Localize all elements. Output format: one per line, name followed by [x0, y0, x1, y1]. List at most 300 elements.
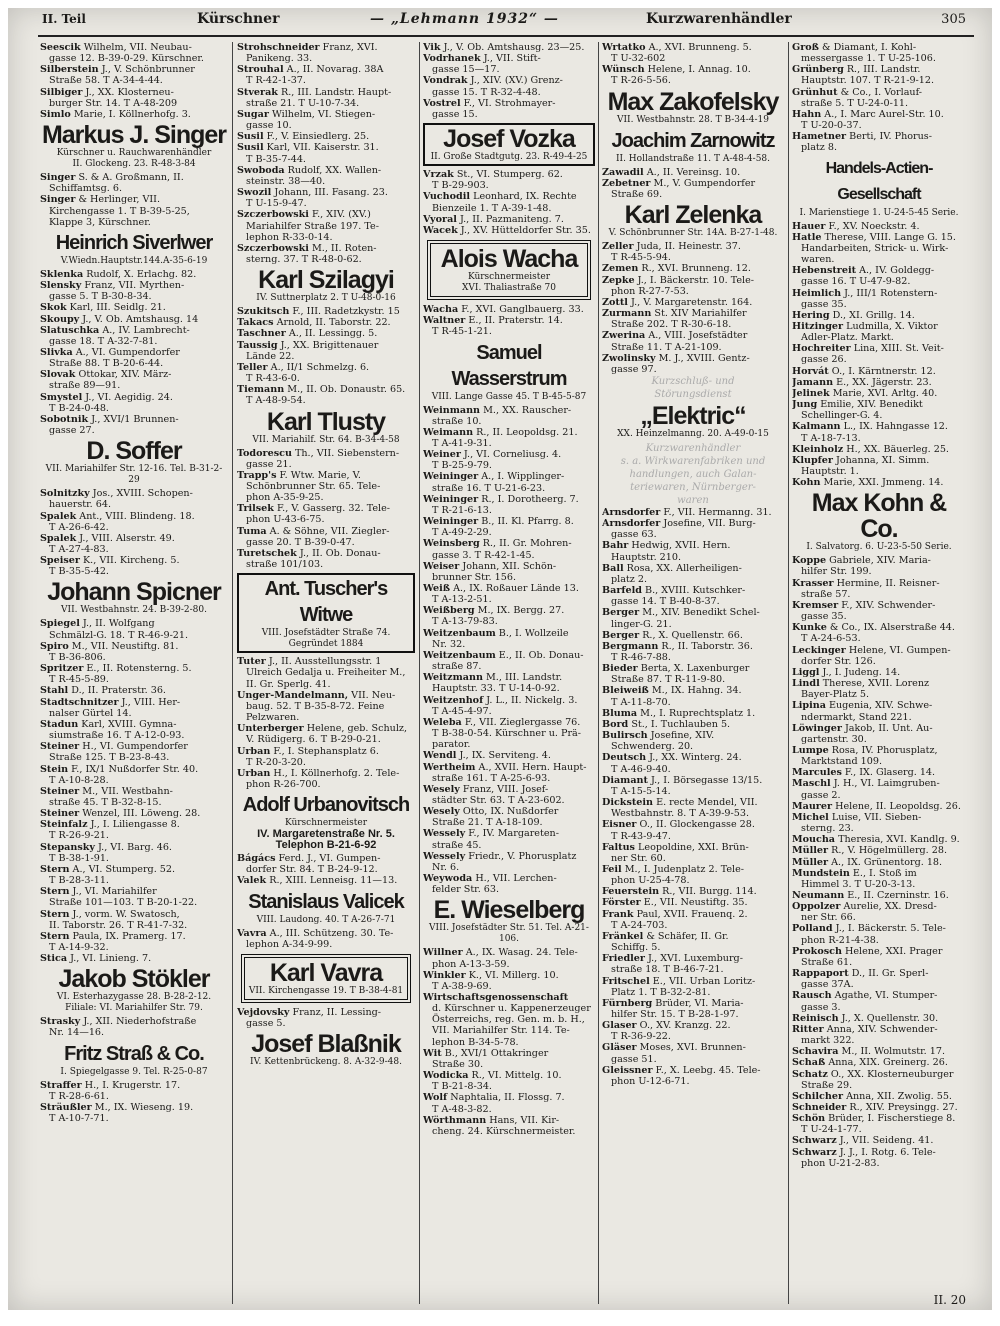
directory-entry: Glaser O., XV. Kranzg. 22. T R-36-9-22. — [602, 1020, 731, 1043]
directory-entry: Vuchodil Leonhard, IX. Rechte Bienzeile 1. T A-39-1-48. — [423, 191, 577, 214]
directory-entry: Deutsch J., XX. Winterg. 24. T A-46-9-40. — [602, 752, 742, 775]
advertiser-name: D. Soffer — [86, 437, 182, 466]
directory-entry: Koppe Gabriele, XIV. Maria- hilfer Str. 199. — [792, 555, 931, 578]
display-advertisement — [40, 579, 228, 616]
directory-entry: Müller A., IX. Grünentorg. 18. — [792, 856, 943, 868]
directory-entry: Jelinek Marie, XVI. Arltg. 40. — [792, 387, 938, 399]
column-5 — [792, 42, 966, 1306]
directory-entry: Stern A., VI. Stumperg. 52. T B-28-3-11. — [40, 863, 176, 887]
directory-entry: Weywoda H., VII. Lerchen- felder Str. 63. — [423, 873, 557, 896]
directory-entry: Wessely Friedr., V. Phorusplatz Nr. 6. — [423, 850, 577, 873]
directory-entry: Kohn Marie, XXI. Jmmeng. 14. — [792, 477, 944, 489]
directory-entry: Mundstein E., I. Stoß im Himmel 3. T U-20-3-13. — [792, 867, 917, 890]
directory-entry: Feil M., I. Judenplatz 2. Tele- phon U-25-4-78. — [602, 863, 745, 887]
directory-entry: Friedler J., XVI. Luxemburg- straße 18. T B-46-7-21. — [602, 953, 743, 976]
directory-entry: Wörthmann Hans, VII. Kir- cheng. 24. Kürschnermeister. — [423, 1114, 576, 1137]
directory-entry: Willner A., IX. Wasag. 24. Tele- phon A-13-3-59. — [423, 947, 578, 970]
directory-entry: Vrzak St., VI. Stumperg. 62. T B-29-903. — [423, 169, 563, 192]
directory-entry: Susil F., V. Einsiedlerg. 25. — [237, 131, 370, 143]
directory-entry: Weißberg M., IX. Bergg. 27. T A-13-79-83. — [423, 605, 565, 628]
advertiser-name: Samuel Wasserstrum — [451, 341, 567, 390]
advertiser-details: I. Marienstiege 1. U-24-5-45 Serie. — [799, 207, 959, 218]
display-advertisement — [40, 966, 228, 1014]
directory-entry: Steiner Wenzel, III. Löweng. 28. — [40, 808, 201, 820]
advertiser-details: Kürschner u. Rauchwarenhändler — [56, 148, 212, 159]
directory-entry: Sklenka Rudolf, X. Erlachg. 82. — [40, 268, 197, 280]
directory-entry: Barfeld B., XVIII. Kutschker- gasse 14. T B-40-8-37. — [602, 585, 746, 608]
directory-entry: Moucha Theresia, XVI. Kandlg. 9. — [792, 834, 960, 846]
directory-entry: Stein F., IX/1 Nußdorfer Str. 40. T A-10-8-28. — [40, 763, 199, 786]
directory-entry: Stverak R., III. Landstr. Haupt- straße 21. T U-10-7-34. — [237, 86, 392, 109]
directory-entry: Leckinger Helene, VI. Gumpen- dorfer Str. 126. — [792, 644, 951, 667]
directory-entry: Sobotnik J., XVI/1 Brunnen- gasse 27. — [40, 413, 179, 437]
directory-entry: Taussig J., XX. Brigittenauer Lände 22. — [237, 339, 379, 362]
page-footer: II. 20 — [933, 1292, 966, 1307]
directory-entry: Wertheim A., XVII. Hern. Haupt- straße 161. T A-25-6-93. — [423, 761, 587, 784]
advertiser-details: XVI. Thaliastraße 70 — [461, 283, 557, 294]
faint-line: Kurzwarenhändler — [645, 442, 741, 454]
directory-entry: Steinfalz J., I. Liliengasse 8. T R-26-9-21. — [40, 819, 180, 842]
directory-entry: Swoboda Rudolf, XX. Wallen- steinstr. 38—40. — [237, 164, 382, 187]
directory-entry: Unterberger Helene, geb. Schulz, V. Rüdigerg. 6. T B-29-0-21. — [237, 723, 408, 746]
directory-entry: Förster E., VII. Neustiftg. 35. — [602, 897, 748, 909]
directory-entry: Todorescu Th., VII. Siebenstern- gasse 21. — [237, 447, 400, 470]
directory-entry: Bergmann R., II. Taborstr. 36. T R-46-7-88. — [602, 640, 753, 663]
advertiser-name: E. Wieselberg — [433, 896, 585, 925]
directory-entry: Taschner A., II. Lessingg. 5. — [237, 328, 378, 340]
directory-entry: Smystel J., VI. Aegidig. 24. T B-24-0-48. — [40, 391, 173, 414]
directory-entry: Berger R., X. Quellenstr. 66. — [602, 629, 743, 641]
directory-entry: Prokosch Helene, XXI. Prager Straße 61. — [792, 945, 943, 968]
directory-entry: Wessely F., IV. Margareten- straße 45. — [423, 828, 559, 851]
directory-entry: Swozil Johann, III. Fasang. 23. T U-15-9-47. — [237, 187, 388, 210]
directory-entry: Schavira M., II. Wolmutstr. 17. — [792, 1046, 946, 1058]
advertiser-name: Karl Tlusty — [266, 407, 386, 436]
faint-line: handlungen, auch Galan- — [629, 468, 757, 480]
advertiser-name: Karl Zelenka — [624, 201, 762, 230]
display-advertisement — [237, 889, 415, 926]
directory-entry: Skoupy J., V. Ob. Amtshausg. 14 — [40, 313, 199, 325]
directory-entry: Urban H., I. Köllnerhofg. 2. Tele- phon R-26-700. — [237, 767, 400, 790]
directory-entry: Hitzinger Ludmilla, X. Viktor Adler-Platz. Markt. — [792, 320, 938, 344]
directory-entry: Weitzenbaum E., II. Ob. Donau- straße 87. — [423, 649, 584, 673]
directory-entry: Schneider R., XIV. Preysingg. 27. — [792, 1101, 958, 1113]
directory-entry: Weininger B., II. Kl. Pfarrg. 8. T A-49-2-29. — [423, 516, 574, 539]
directory-entry: Valek R., XIII. Lenneisg. 11—13. — [237, 875, 398, 887]
directory-entry: Groß & Diamant, I. Kohl- messergasse 1. T U-25-106. — [792, 42, 936, 65]
directory-entry: Spalek Ant., VIII. Blindeng. 18. T A-26-6-42. — [40, 510, 195, 533]
directory-entry: Stica J., VI. Linieng. 7. — [40, 953, 152, 965]
display-advertisement — [602, 403, 784, 440]
directory-entry: Wirtschaftsgenossenschaft d. Kürschner u. Kappenerzeuger Österreichs, reg. Gen. m. b. H., VII. Mariahilfer Str. 114. Te- lephon B-34-5-78. — [423, 992, 591, 1048]
advertiser-name: Handels-Actien-Gesellschaft — [825, 159, 933, 203]
advertiser-name: Heinrich Siverlwer — [55, 231, 213, 254]
directory-entry: Michel Luise, VII. Sieben- sterng. 23. — [792, 811, 922, 835]
directory-entry: Silberstein J., V. Schönbrunner Straße 58. T A-34-4-44. — [40, 64, 195, 87]
directory-entry: Hochreiter Lina, XIII. St. Veit- gasse 26. — [792, 343, 944, 366]
directory-entry: Zurmann St. XIV Mariahilfer Straße 202. T R-30-6-18. — [602, 308, 747, 331]
directory-entry: Stadtschnitzer J., VIII. Her- nalser Gürtel 14. — [40, 696, 181, 719]
page-number: 305 — [941, 12, 966, 27]
directory-entry: Silbiger J., XX. Klosterneu- burger Str. 14. T A-48-209 — [40, 86, 178, 109]
advertiser-name: Markus J. Singer — [41, 121, 227, 150]
directory-entry: Strohschneider Franz, XVI. Panikeng. 33. — [237, 42, 378, 65]
display-advertisement — [602, 202, 784, 239]
directory-entry: Straffer H., I. Krugerstr. 17. T R-28-6-61. — [40, 1079, 181, 1102]
directory-entry: Strouhal A., II. Novarag. 38A T R-42-1-37. — [237, 64, 384, 87]
display-advertisement — [241, 954, 411, 1003]
display-advertisement — [237, 409, 415, 446]
advertiser-details: Kürschnermeister — [467, 272, 551, 283]
directory-entry: Simlo Marie, I. Köllnerhofg. 3. — [40, 108, 191, 120]
directory-entry: Weinmann M., XX. Rauscher- straße 10. — [423, 404, 572, 427]
directory-entry: Neumann E., II. Czerninstr. 16. — [792, 890, 949, 901]
directory-entry: Singer S. & A. Großmann, II. Schiffamtsg. 6. — [40, 172, 184, 195]
directory-entry: Weitzenbaum B., I. Wollzeile Nr. 32. — [423, 627, 569, 650]
directory-entry: Teller A., II/1 Schmelzg. 6. T R-43-6-0. — [237, 361, 370, 385]
directory-entry: Klupfer Johanna, XI. Simm. Hauptstr. 1. — [792, 454, 930, 477]
header-category: Kürschner — [197, 11, 280, 27]
directory-entry: Szczerbowski F., XIV. (XV.) Mariahilfer Straße 197. Te- lephon R-33-0-14. — [237, 209, 379, 243]
directory-entry: Stern J., VI. Mariahilfer Straße 101—103. T B-20-1-22. — [40, 886, 198, 909]
column-3 — [423, 42, 595, 1306]
directory-entry: Vavra A., III. Schützeng. 30. Te- lephon A-34-9-99. — [237, 927, 394, 950]
display-advertisement — [423, 340, 595, 403]
directory-entry: Urban F., I. Stephansplatz 6. T R-20-3-20. — [237, 745, 379, 768]
directory-entry: Zottl J., V. Margaretenstr. 164. — [602, 296, 753, 308]
advertiser-name: Karl Szilagyi — [258, 266, 394, 295]
directory-entry: Jamann E., XX. Jägerstr. 23. — [792, 376, 932, 388]
directory-entry: Hametner Berti, IV. Phorus- platz 8. — [792, 131, 932, 154]
directory-entry: Weininger R., I. Dorotheerg. 7. T R-21-6-13. — [423, 493, 579, 516]
directory-entry: Slivka A., VI. Gumpendorfer Straße 88. T B-20-6-44. — [40, 346, 180, 370]
directory-entry: Kalmann L., IX. Hahngasse 12. T A-18-7-13. — [792, 421, 948, 444]
directory-entry: Berger M., XIV. Benedikt Schel- linger-G. 21. — [602, 607, 760, 630]
directory-entry: Grünberg R., III. Landstr. Hauptstr. 107. T R-21-9-12. — [792, 64, 935, 87]
advertiser-details: VII. Mariahilf. Str. 64. B-34-4-58 — [252, 434, 400, 445]
display-advertisement — [423, 897, 595, 945]
directory-entry: Weiser Johann, XII. Schön- brunner Str. 156. — [423, 560, 557, 583]
directory-entry: Sträußler M., IX. Wieseng. 19. T A-10-7-71. — [40, 1101, 194, 1125]
directory-entry: Wit B., XVI/1 Ottakringer Straße 30. — [423, 1047, 549, 1070]
directory-entry: Szczerbowski M., II. Roten- sterng. 37. T R-48-0-62. — [237, 242, 377, 265]
display-advertisement — [792, 490, 966, 553]
advertiser-name: Max Zakofelsky — [607, 87, 779, 116]
directory-entry: Waltner E., II. Praterstr. 14. T R-45-1-21. — [423, 315, 563, 338]
header-rule — [38, 35, 974, 37]
advertiser-name: „Elektric“ — [640, 401, 746, 430]
directory-entry: Weleba F., VII. Zieglergasse 76. T B-38-0-54. Kürschner u. Prä- parator. — [423, 716, 581, 751]
directory-entry: Stern Paula, IX. Pramerg. 17. T A-14-9-32. — [40, 930, 186, 953]
directory-entry: Schatz O., XX. Klosterneuburger Straße 29. — [792, 1068, 954, 1091]
directory-entry: Vondrak J., XIV. (XV.) Grenz- gasse 15. T R-32-4-48. — [423, 75, 563, 98]
directory-entry: Speiser K., VII. Kircheng. 5. T B-35-5-42. — [40, 555, 180, 578]
directory-entry: Vodrhanek J., VII. Stift- gasse 15—17. — [423, 53, 541, 76]
advertiser-details: VIII. Laudong. 40. T A-26-7-71 — [256, 914, 396, 925]
advertiser-details: Gegründet 1884 — [288, 639, 364, 650]
advertiser-details: II. Glockeng. 23. R-48-3-84 — [72, 159, 196, 170]
directory-entry: Fritschel E., VII. Urban Loritz- Platz 1. T B-32-2-81. — [602, 975, 756, 998]
display-advertisement — [40, 1041, 228, 1078]
advertiser-details: I. Spiegelgasse 9. Tel. R-25-0-87 — [60, 1066, 208, 1077]
directory-entry: Trapp's F. Wtw. Marie, V. Schönbrunner Str. 65. Tele- phon A-35-9-25. — [237, 469, 381, 504]
directory-entry: Tuter J., II. Ausstellungsstr. 1 Ulreich Gedalja u. Freiheiter M., II. Gr. Sperlg. 41. — [237, 656, 406, 690]
directory-entry: Maschl J. H., VI. Laimgruben- gasse 2. — [792, 778, 940, 801]
directory-entry: Hauer F., XV. Noeckstr. 4. — [792, 220, 920, 232]
directory-entry: Schilcher Anna, XII. Zwolig. 55. — [792, 1090, 952, 1102]
directory-entry: Diamant J., I. Börsegasse 13/15. T A-15-5-14. — [602, 774, 763, 797]
directory-entry: Bluma M., I. Ruprechtsplatz 1. — [602, 707, 756, 719]
directory-entry: Eisner O., II. Glockengasse 28. T R-43-9-47. — [602, 819, 755, 842]
advertiser-details: VI. Esterhazygasse 28. B-28-2-12. — [56, 992, 212, 1003]
directory-entry: Oppolzer Aurelie, XX. Dresd- ner Str. 66. — [792, 901, 937, 924]
header-next-category: Kurzwarenhändler — [646, 11, 792, 27]
directory-entry: Horvát O., I. Kärntnerstr. 12. — [792, 365, 936, 377]
directory-entry: Wolf Naphtalia, II. Flossg. 7. T A-48-3-82. — [423, 1092, 565, 1115]
advertiser-details: Filiale: VI. Mariahilfer Str. 79. — [65, 1003, 203, 1014]
directory-entry: Schön Brüder, I. Fischerstiege 8. T U-24-1-77. — [792, 1113, 956, 1136]
directory-entry: Weitzmann M., III. Landstr. Hauptstr. 33. T U-14-0-92. — [423, 672, 563, 695]
display-advertisement — [40, 230, 228, 267]
display-advertisement — [423, 123, 595, 166]
display-advertisement — [427, 240, 591, 300]
advertiser-name: Ant. Tuscher's Witwe — [264, 578, 388, 627]
directory-entry: Bieder Berta, X. Laxenburger Straße 87. T R-11-9-80. — [602, 663, 750, 686]
advertiser-details: IV. Margaretenstraße Nr. 5. — [257, 828, 395, 841]
advertiser-name: Joachim Zarnowitz — [611, 129, 775, 152]
directory-entry: Stadun Karl, XVIII. Gymna- siumstraße 16. T A-12-0-93. — [40, 718, 185, 742]
advertiser-name: Max Kohn & Co. — [811, 489, 947, 544]
directory-entry: Zemen R., XVI. Brunneng. 12. — [602, 263, 751, 275]
directory-entry: Schwarz J., VII. Seideng. 41. — [792, 1135, 934, 1147]
directory-entry: Frank Paul, XVII. Frauenq. 2. T A-24-703. — [602, 908, 748, 931]
directory-entry: Steiner H., VI. Gumpendorfer Straße 125. T B-23-8-43. — [40, 741, 188, 764]
directory-entry: Lumpe Rosa, IV. Phorusplatz, Marktstand 109. — [792, 744, 938, 768]
directory-entry: Tuma A. & Söhne, VII. Ziegler- gasse 20. T B-39-0-47. — [237, 525, 390, 548]
directory-entry: Bulirsch Josefine, XIV. Schwenderg. 20. — [602, 730, 715, 753]
directory-entry: Spalek J., VIII. Alserstr. 49. T A-27-4-83. — [40, 532, 175, 555]
section-heading-faint — [602, 375, 784, 401]
advertiser-details: VIII. Josefstädter Straße 74. — [261, 628, 391, 639]
directory-entry: Rappaport D., II. Gr. Sperl- gasse 37A. — [792, 968, 929, 991]
directory-entry: Singer & Herlinger, VII. Kirchengasse 1. T B-39-5-25, Klappe 3, Kürschner. — [40, 194, 190, 228]
column-divider — [598, 42, 599, 1304]
directory-entry: Takacs Arnold, II. Taborstr. 22. — [237, 317, 391, 329]
directory-entry: Heimlich J., III/1 Rotenstern- gasse 35. — [792, 287, 938, 310]
directory-entry: Grünhut & Co., I. Vorlauf- straße 5. T U-24-0-11. — [792, 86, 923, 109]
directory-entry: Bleiweiß M., IX. Hahng. 34. T A-11-8-70. — [602, 685, 742, 708]
advertiser-details: V. Schönbrunner Str. 14A. B-27-1-48. — [608, 228, 778, 239]
advertiser-name: Josef Blaßnik — [251, 1030, 401, 1059]
directory-entry: Rausch Agathe, VI. Stumper- gasse 3. — [792, 990, 938, 1013]
directory-entry: Unger-Mandelmann, VII. Neu- baug. 52. T B-35-8-72. Feine Pelzwaren. — [237, 689, 396, 724]
column-divider — [419, 42, 420, 1304]
faint-line: Kurzschluß- und — [651, 375, 735, 387]
advertiser-details: VIII. Lange Gasse 45. T B-45-5-87 — [431, 391, 587, 402]
directory-entry: Löwinger Jakob, II. Unt. Au- gartenstr. 30. — [792, 722, 933, 745]
display-advertisement — [602, 89, 784, 126]
directory-entry: Polland J., I. Bäckerstr. 5. Tele- phon R-21-4-38. — [792, 923, 946, 946]
directory-entry: Fränkel & Schäfer, II. Gr. Schiffg. 5. — [602, 930, 729, 954]
column-divider — [232, 42, 233, 1304]
advertiser-details: V.Wiedn.Hauptstr.144.A-35-6-19 — [60, 255, 208, 266]
directory-entry: Liggl J., I. Judeng. 14. — [792, 666, 901, 678]
directory-entry: Hering D., XI. Grillg. 14. — [792, 309, 915, 321]
directory-entry: Spiegel J., II. Wolfgang Schmälzl-G. 18. T R-46-9-21. — [40, 618, 189, 641]
advertiser-name: Alois Wacha — [440, 245, 578, 274]
faint-line: s. a. Wirkwarenfabriken und — [620, 455, 766, 467]
directory-entry: Vostrel F., VI. Strohmayer- gasse 15. — [423, 97, 556, 120]
directory-entry: Wrtatko A., XVI. Brunneng. 5. T U-32-602 — [602, 42, 752, 65]
directory-entry: Dickstein E. recte Mendel, VII. Westbahnstr. 8. T A-39-9-53. — [602, 797, 758, 820]
faint-line: waren — [677, 494, 709, 506]
directory-entry: Bord St., I. Tuchlauben 5. — [602, 718, 731, 730]
advertiser-details: VII. Kirchengasse 19. T B-38-4-81 — [248, 985, 404, 996]
display-advertisement — [237, 573, 415, 653]
column-divider — [788, 42, 789, 1304]
directory-entry: Lindl Therese, XVII. Lorenz Bayer-Platz 5. — [792, 678, 930, 701]
directory-entry: Skok Karl, III. Seidlg. 21. — [40, 302, 166, 314]
directory-entry: Wünsch Helene, I. Annag. 10. T R-26-5-56. — [602, 64, 751, 87]
display-advertisement — [602, 128, 784, 165]
advertiser-name: Adolf Urbanovitsch — [242, 794, 410, 817]
directory-entry: Tiemann M., II. Ob. Donaustr. 65. T A-48-9-54. — [237, 384, 406, 407]
directory-entry: Arnsdorfer F., VII. Hermanng. 31. — [602, 506, 772, 518]
advertiser-details: I. Salvatorg. 6. U-23-5-50 Serie. — [806, 542, 952, 553]
directory-entry: Wodicka R., VI. Mittelg. 10. T B-21-8-34. — [423, 1070, 562, 1093]
directory-entry: Fürnberg Brüder, VI. Maria- hilfer Str. 15. T B-28-1-97. — [602, 997, 744, 1020]
display-advertisement — [40, 122, 228, 170]
directory-entry: Kunke & Co., IX. Alserstraße 44. T A-24-6-53. — [792, 622, 955, 645]
advertiser-name: Fritz Straß & Co. — [64, 1042, 204, 1065]
directory-entry: Spritzer E., II. Rotensterng. 5. T R-45-5-89. — [40, 663, 192, 686]
advertiser-details: II. Große Stadtgutg. 23. R-49-4-25 — [430, 152, 588, 163]
directory-entry: Zepke J., I. Bäckerstr. 10. Tele- phon R-27-7-53. — [602, 274, 755, 297]
directory-entry: Wacha F., XVI. Ganglbauerg. 33. — [423, 304, 584, 316]
directory-entry: Trilsek F., V. Gasserg. 32. Tele- phon U-43-6-75. — [237, 503, 391, 526]
advertiser-details: XX. Heinzelmanng. 20. A-49-0-15 — [617, 428, 769, 439]
directory-entry: Susil Karl, VII. Kaiserstr. 31. T B-35-7-44. — [237, 142, 379, 165]
directory-entry: Stern J., vorm. W. Swatosch, II. Taborstr. 26. T R-41-7-32. — [40, 908, 188, 931]
directory-entry: Zwolinsky M. J., XVIII. Gentz- gasse 97. — [602, 352, 750, 375]
display-advertisement — [792, 156, 966, 219]
directory-entry: Bahr Hedwig, XVII. Hern. Hauptstr. 210. — [602, 540, 731, 563]
directory-entry: Weiß A., IX. Roßauer Lände 13. T A-13-2-51. — [423, 583, 579, 606]
page-header — [42, 11, 966, 32]
directory-entry: Szukitsch F., III. Radetzkystr. 15 — [237, 306, 400, 318]
directory-entry: Vejdovsky Franz, II. Lessing- gasse 5. — [237, 1006, 382, 1030]
advertiser-name: Karl Vavra — [269, 958, 383, 987]
advertiser-details: IV. Kettenbrückeng. 8. A-32-9-48. — [250, 1057, 402, 1068]
directory-entry: Weininger A., I. Wipplinger- straße 16. T U-21-6-23. — [423, 471, 565, 494]
directory-entry: Gleissner F., X. Leebg. 45. Tele- phon U-12-6-71. — [602, 1064, 761, 1087]
directory-entry: Weimann R., II. Leopoldsg. 21. T A-41-9-31. — [423, 426, 578, 449]
advertiser-details: VII. Westbahnstr. 24. B-39-2-80. — [61, 605, 207, 616]
directory-entry: Weinsberg R., II. Gr. Mohren- gasse 3. T R-42-1-45. — [423, 538, 572, 561]
advertiser-name: Josef Vozka — [443, 125, 575, 154]
directory-entry: Stahl D., II. Praterstr. 36. — [40, 685, 166, 697]
directory-entry: Wacek J., XV. Hütteldorfer Str. 35. — [423, 224, 591, 236]
directory-page — [8, 8, 992, 1310]
advertiser-details: IV. Suttnerplatz 2. T U-48-0-16 — [256, 293, 396, 304]
directory-entry: Steiner M., VII. Westbahn- straße 45. T B-32-8-15. — [40, 785, 173, 808]
directory-entry: Zwerina A., VIII. Josefstädter Straße 11. T A-21-109. — [602, 330, 748, 353]
advertiser-details: II. Hollandstraße 11. T A-48-4-58. — [615, 153, 771, 164]
directory-entry: Vik J., V. Ob. Amtshausg. 23—25. — [423, 42, 585, 53]
directory-entry: Schwarz J. J., I. Rotg. 6. Tele- phon U-21-2-83. — [792, 1146, 936, 1169]
directory-entry: Zawadil A., II. Vereinsg. 10. — [602, 166, 741, 178]
header-section: II. Teil — [42, 12, 86, 26]
directory-entry: Weitzenhof J. L., II. Nickelg. 3. T A-45-4-97. — [423, 694, 578, 717]
directory-entry: Reinisch J., X. Quellenstr. 30. — [792, 1012, 939, 1024]
directory-entry: Krasser Hermine, II. Reisner- straße 57. — [792, 577, 940, 600]
directory-entry: Spiro M., VII. Neustiftg. 81. T B-36-806. — [40, 640, 179, 663]
directory-entry: Solnitzky Jos., XVIII. Schopen- hauerstr. 64. — [40, 488, 193, 511]
faint-line: Störungsdienst — [654, 388, 732, 400]
directory-entry: Marcules F., IX. Glaserg. 14. — [792, 767, 936, 779]
directory-entry: Feuerstein R., VII. Burgg. 114. — [602, 886, 757, 898]
directory-entry: Maurer Helene, II. Leopoldsg. 26. — [792, 800, 961, 812]
directory-entry: Kleinholz H., XX. Bäuerleg. 25. — [792, 443, 949, 455]
directory-entry: Lipina Eugenia, XIV. Schwe- ndermarkt, Stand 221. — [792, 700, 933, 723]
header-book-title: — „Lehmann 1932“ — — [370, 11, 559, 27]
display-advertisement — [237, 792, 415, 851]
faint-line: teriewaren, Nürnberger- — [630, 481, 756, 493]
directory-entry: Ritter Anna, XIV. Schwender- markt 322. — [792, 1023, 938, 1047]
advertiser-details: VII. Westbahnstr. 28. T B-34-4-19 — [617, 114, 769, 125]
directory-entry: Winkler K., VI. Millerg. 10. T A-38-9-69. — [423, 969, 559, 992]
directory-entry: Gläser Moses, XVI. Brunnen- gasse 51. — [602, 1042, 746, 1065]
directory-entry: Strasky J., XII. Niederhofstraße Nr. 14—16. — [40, 1016, 197, 1039]
advertiser-details: VII. Mariahilfer Str. 12-16. Tel. B-31-2-29 — [45, 464, 223, 486]
section-heading-faint — [602, 442, 784, 507]
directory-entry: Wesely Otto, IX. Nußdorfer Straße 21. T A-18-109. — [423, 806, 559, 829]
directory-entry: Vyoral J., II. Pazmaniteng. 7. — [423, 213, 564, 225]
directory-entry: Weiner J., VI. Corneliusg. 4. T B-25-9-79. — [423, 449, 562, 472]
advertiser-name: Jakob Stökler — [58, 965, 210, 994]
directory-entry: Kremser F., XIV. Schwender- gasse 35. — [792, 599, 936, 623]
display-advertisement — [237, 267, 415, 304]
column-4 — [602, 42, 784, 1306]
directory-entry: Slensky Franz, VII. Myrthen- gasse 5. T B-30-8-34. — [40, 280, 185, 303]
directory-entry: Seescik Wilhelm, VII. Neubau- gasse 12. B-39-0-29. Kürschner. — [40, 42, 204, 65]
advertiser-details: VIII. Josefstädter Str. 51. Tel. A-21-106. — [429, 923, 589, 945]
advertiser-name: Johann Spicner — [47, 578, 221, 607]
directory-entry: Müller R., V. Högelmüllerg. 28. — [792, 845, 948, 857]
directory-entry: Ball Rosa, XX. Allerheiligen- platz 2. — [602, 562, 742, 585]
directory-entry: Bágács Ferd. J., VI. Gumpen- dorfer Str. 84. T B-24-9-12. — [237, 853, 381, 876]
directory-entry: Turetschek J., II. Ob. Donau- straße 101/103. — [237, 547, 381, 571]
directory-entry: Zebetner M., V. Gumpendorfer Straße 69. — [602, 177, 756, 200]
directory-entry: Slatuschka A., IV. Lambrecht- gasse 18. T A-32-7-81. — [40, 324, 190, 347]
directory-entry: Wendl J., IX. Serviteng. 4. — [423, 750, 551, 762]
directory-entry: Faltus Leopoldine, XXI. Brün- ner Str. 60. — [602, 841, 749, 864]
column-1 — [40, 42, 228, 1306]
directory-entry: Stepansky J., VI. Barg. 46. T B-38-1-91. — [40, 841, 172, 864]
advertiser-details: Telephon B-21-6-92 — [275, 839, 377, 852]
display-advertisement — [40, 438, 228, 486]
directory-entry: Hahn A., I. Marc Aurel-Str. 10. T U-20-0-37. — [792, 108, 944, 132]
directory-entry: Slovak Ottokar, XIV. März- straße 89—91. — [40, 369, 172, 392]
advertiser-details: Kürschnermeister — [284, 818, 368, 829]
directory-entry: Hebenstreit A., IV. Goldegg- gasse 16. T U-47-9-82. — [792, 265, 935, 288]
advertiser-name: Stanislaus Valicek — [248, 890, 404, 913]
directory-entry: Arnsdorfer Josefine, VII. Burg- gasse 63. — [602, 518, 756, 541]
directory-entry: Jung Emilie, XIV. Benedikt Schellinger-G. 4. — [792, 399, 923, 422]
display-advertisement — [237, 1031, 415, 1068]
directory-entry: Hatle Therese, VIII. Lange G. 15. Handarbeiten, Strick- u. Wirk- waren. — [792, 231, 956, 266]
directory-entry: Schaß Anna, XIX. Greinerg. 26. — [792, 1057, 948, 1069]
